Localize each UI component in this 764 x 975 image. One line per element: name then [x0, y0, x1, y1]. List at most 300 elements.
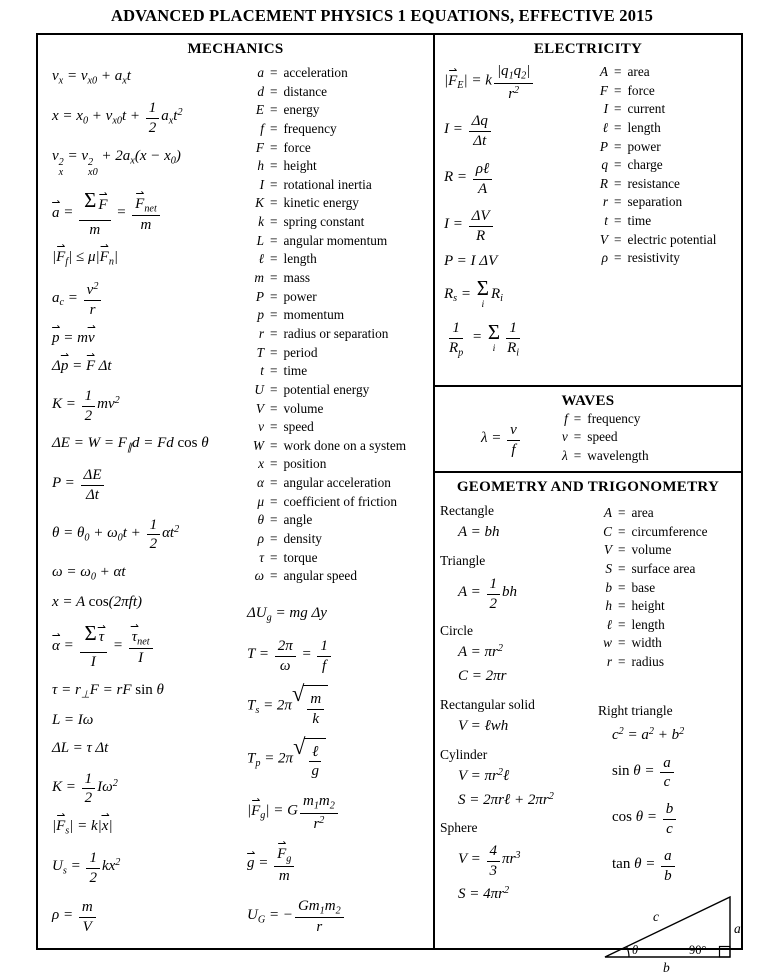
symbol: m	[254, 270, 264, 286]
symbol: h	[605, 598, 612, 614]
label-right-angle: 90°	[689, 943, 707, 958]
mechanics-symbol-list	[244, 65, 433, 587]
equals-sign: =	[573, 410, 582, 426]
label-c: c	[653, 909, 659, 925]
equation: α ⇀ = Σ τ ⇀ I = $\frac{\tau ⇀_{net}}{I}$	[52, 621, 244, 671]
shape-equation-list	[440, 767, 595, 810]
shape-name: Cylinder	[440, 746, 488, 762]
symbol-definition: length	[283, 251, 317, 267]
symbol: t	[604, 213, 608, 229]
symbol: F	[255, 139, 264, 155]
equals-sign: =	[270, 102, 278, 118]
equation: S = 2πrℓ + $2\pi r^2$	[458, 790, 554, 808]
electricity-symbol-list	[592, 58, 716, 385]
symbol-definition-row	[244, 345, 433, 364]
symbol-definition-row	[592, 101, 716, 120]
waves-symbol-list	[552, 411, 649, 467]
symbol-definition-row	[244, 550, 433, 569]
equation: v 2 x = v 2 x0 + $2a_x(x - x_0)$	[52, 147, 181, 179]
symbol: V	[255, 400, 264, 416]
right-triangle-diagram	[603, 891, 743, 975]
equation: $T_s = 2\pi$ √ $\frac{m}{k}$	[247, 685, 433, 728]
symbol: P	[255, 288, 264, 304]
symbol-definition: volume	[631, 542, 672, 558]
equals-sign: =	[614, 119, 622, 135]
symbol-definition: area	[631, 505, 654, 520]
equation: $\theta = \theta_0 + \omega_0t$ + $\frac{1}{2}$ $\alpha t^2$	[52, 514, 244, 554]
symbol-definition-row	[244, 475, 433, 494]
symbol: x	[258, 456, 264, 472]
symbol: P	[599, 138, 608, 154]
equals-sign: =	[614, 138, 622, 154]
symbol: b	[605, 579, 612, 595]
symbol-definition-row	[592, 176, 716, 195]
symbol-definition-row	[598, 598, 743, 617]
symbol-definition: coefficient of friction	[283, 493, 397, 509]
symbol-definition-row	[244, 233, 433, 252]
equals-sign: =	[270, 344, 278, 360]
symbol-definition: kinetic energy	[283, 195, 359, 211]
symbol: U	[254, 381, 264, 397]
symbol: λ	[562, 447, 568, 463]
equation: $V = \pi r^2\ell$	[458, 766, 510, 784]
equation: tan θ = $\frac{a}{b}$	[612, 845, 743, 885]
shape-equation-list	[440, 717, 595, 736]
right-triangle-group	[598, 703, 743, 975]
symbol-definition: mass	[283, 270, 311, 286]
equation: $U_G$ = − $\frac{Gm_1m_2}{r}$	[247, 895, 433, 936]
symbol: t	[260, 363, 264, 379]
shape-equation-list	[440, 643, 595, 686]
shape-group	[440, 623, 595, 686]
equals-sign: =	[618, 560, 626, 576]
equation: x = A cos(2πft)	[52, 594, 142, 611]
symbol-definition: height	[283, 158, 317, 174]
mechanics-title: MECHANICS	[187, 41, 284, 57]
symbol-definition: base	[631, 579, 656, 595]
symbol-definition-row	[244, 65, 433, 84]
shape-group	[440, 747, 595, 810]
symbol-definition-row	[244, 121, 433, 140]
equation: $R_s$ = Σ i $R_i$	[444, 276, 504, 310]
right-column	[435, 35, 741, 975]
symbol-definition: torque	[283, 549, 318, 565]
equals-sign: =	[573, 429, 582, 445]
equals-sign: =	[270, 437, 278, 453]
symbol-definition-row	[244, 270, 433, 289]
label-a: a	[734, 921, 741, 937]
symbol-definition: time	[283, 363, 308, 379]
symbol-definition: angle	[283, 512, 313, 528]
geometry-symbol-list	[598, 505, 743, 673]
equation: Δp ⇀ = F ⇀ Δt	[52, 357, 244, 376]
equals-sign: =	[270, 549, 278, 565]
symbol: h	[257, 158, 264, 174]
symbol-definition: radius or separation	[283, 325, 389, 341]
equation: $\frac{1}{R_p}$ = Σ i $\frac{1}{R_i}$	[444, 317, 592, 358]
symbol-definition-row	[244, 102, 433, 121]
right-triangle-label: Right triangle	[598, 702, 673, 718]
right-angle-marker	[720, 947, 731, 958]
symbol-definition-row	[598, 542, 743, 561]
symbol: V	[603, 542, 612, 558]
symbol-definition-row	[592, 64, 716, 83]
equals-sign: =	[614, 194, 622, 210]
equals-sign: =	[618, 598, 626, 614]
symbol-definition: charge	[627, 157, 663, 173]
symbol-definition-row	[592, 232, 716, 251]
symbol-definition: surface area	[631, 560, 696, 576]
symbol-definition-row	[244, 382, 433, 401]
symbol-definition: power	[627, 138, 661, 154]
symbol-definition: speed	[587, 429, 618, 445]
symbol-definition: position	[283, 456, 327, 472]
equals-sign: =	[270, 419, 278, 435]
equation: P = $\frac{\Delta E}{\Delta t}$	[52, 464, 244, 504]
symbol: f	[260, 120, 264, 136]
symbol-definition-row	[244, 419, 433, 438]
symbol: ℓ	[602, 119, 608, 135]
equals-sign: =	[270, 493, 278, 509]
equals-sign: =	[270, 176, 278, 192]
shape-name: Rectangular solid	[440, 696, 535, 712]
symbol-definition-row	[244, 456, 433, 475]
symbol: F	[599, 82, 608, 98]
symbol: ℓ	[258, 251, 264, 267]
symbol: I	[603, 101, 608, 117]
shape-name: Circle	[440, 623, 473, 639]
equation: $\Delta E = W = F_\parallel d = Fd$ cos θ	[52, 435, 209, 454]
symbol: α	[257, 475, 264, 491]
label-theta: θ	[632, 943, 639, 958]
symbol: v	[258, 419, 264, 435]
symbol-definition-row	[244, 158, 433, 177]
equals-sign: =	[614, 82, 622, 98]
symbol-definition: height	[631, 598, 665, 614]
symbol-definition: speed	[283, 419, 314, 435]
symbol: r	[258, 325, 264, 341]
geometry-shape-list	[435, 496, 595, 975]
mechanics-body	[38, 58, 433, 948]
equals-sign: =	[270, 195, 278, 211]
geometry-right-column	[595, 496, 743, 975]
symbol: ρ	[257, 531, 264, 547]
symbol-definition-row	[598, 580, 743, 599]
equals-sign: =	[270, 83, 278, 99]
equals-sign: =	[270, 512, 278, 528]
equals-sign: =	[270, 270, 278, 286]
equation: |F $⇀_f| \le \mu|F$ $⇀_n|$	[52, 248, 244, 269]
symbol-definition-row	[592, 120, 716, 139]
symbol-definition: energy	[283, 102, 320, 118]
equation: I = $\frac{\Delta V}{R}$	[444, 205, 592, 245]
symbol-definition-row	[244, 401, 433, 420]
symbol: μ	[257, 493, 264, 509]
equation: $a_c$ = $\frac{v^2}{r}$	[52, 278, 244, 319]
equals-sign: =	[270, 214, 278, 230]
symbol-definition: distance	[283, 83, 328, 99]
symbol-definition-row	[244, 326, 433, 345]
equation: $\omega = \omega_0 + \alpha t$	[52, 563, 126, 582]
symbol: V	[599, 231, 608, 247]
symbol: L	[256, 232, 264, 248]
symbol-definition: frequency	[587, 410, 641, 426]
equals-sign: =	[618, 635, 626, 651]
equals-sign: =	[270, 456, 278, 472]
label-b: b	[663, 960, 670, 975]
equals-sign: =	[270, 251, 278, 267]
symbol-definition: spring constant	[283, 214, 365, 230]
equals-sign: =	[270, 158, 278, 174]
symbol: A	[603, 505, 612, 520]
equals-sign: =	[270, 307, 278, 323]
equation: |F $⇀_g| = G$ $\frac{m_1m_2}{r^2}$	[247, 790, 433, 833]
equation: $A = \pi r^2$	[458, 643, 503, 661]
equation: |F $⇀_s| = k|x$ ⇀|	[52, 817, 244, 838]
symbol-definition-row	[244, 177, 433, 196]
equation: V = ℓwh	[458, 717, 509, 734]
symbol-definition: volume	[283, 400, 324, 416]
equals-sign: =	[270, 475, 278, 491]
symbol-definition: period	[283, 344, 318, 360]
symbol: E	[255, 102, 264, 118]
geometry-body	[435, 496, 741, 975]
symbol: r	[606, 654, 612, 670]
shape-equation-list	[440, 523, 595, 542]
symbol-definition-row	[244, 568, 433, 587]
symbol-definition: power	[283, 288, 317, 304]
symbol-definition: work done on a system	[283, 437, 407, 453]
symbol-definition-row	[598, 505, 743, 524]
sheet-border	[36, 33, 743, 975]
equals-sign: =	[270, 363, 278, 379]
triangle-outline	[605, 897, 730, 957]
symbol-definition: potential energy	[283, 381, 370, 397]
equals-sign: =	[270, 531, 278, 547]
symbol: q	[601, 157, 608, 173]
equals-sign: =	[270, 400, 278, 416]
symbol: S	[605, 560, 612, 576]
equals-sign: =	[270, 232, 278, 248]
equals-sign: =	[270, 381, 278, 397]
equation: cos θ = $\frac{b}{c}$	[612, 798, 743, 838]
symbol-definition-row	[244, 214, 433, 233]
equals-sign: =	[614, 213, 622, 229]
symbol-definition: force	[283, 139, 311, 155]
equation: A = bh	[458, 524, 500, 540]
mechanics-extra-equation-list	[244, 587, 433, 948]
equals-sign: =	[270, 325, 278, 341]
equation: $S = 4\pi r^2$	[458, 884, 510, 903]
equation: $T_p = 2\pi$ √ $\frac{\text{ℓ}}{g}$	[247, 738, 433, 781]
symbol-definition-row	[244, 512, 433, 531]
symbol: R	[599, 175, 608, 191]
symbol-definition-row	[244, 251, 433, 270]
equals-sign: =	[614, 231, 622, 247]
equals-sign: =	[270, 568, 278, 584]
symbol-definition: momentum	[283, 307, 345, 323]
symbol-definition: density	[283, 531, 322, 547]
symbol-definition-row	[592, 250, 716, 269]
symbol-definition: wavelength	[587, 447, 649, 463]
symbol-definition: resistivity	[627, 250, 680, 266]
symbol-definition-row	[598, 635, 743, 654]
equation: $\tau = r_\perp F$ = rF sin θ	[52, 681, 164, 700]
equation: K = $\frac{1}{2}$ $mv^2$	[52, 385, 244, 425]
equation: ΔL = τ Δt	[52, 740, 109, 757]
equals-sign: =	[270, 139, 278, 155]
equation: C = 2πr	[458, 668, 507, 685]
symbol: k	[258, 214, 264, 230]
equation: A = $\frac{1}{2}$ bh	[458, 573, 595, 613]
symbol: ω	[254, 568, 264, 584]
symbol: A	[599, 64, 608, 79]
symbol-definition: angular speed	[283, 568, 357, 584]
electricity-body	[435, 58, 741, 385]
shape-name: Triangle	[440, 552, 486, 568]
symbol-definition-row	[552, 411, 649, 430]
equals-sign: =	[614, 101, 622, 117]
theta-arc	[627, 947, 629, 957]
symbol-definition-row	[244, 84, 433, 103]
equation: λ = $\frac{v}{f}$	[481, 419, 522, 459]
symbol-definition: force	[627, 82, 655, 98]
equals-sign: =	[618, 654, 626, 670]
equation: $U_s$ = $\frac{1}{2}$ $kx^2$	[52, 847, 244, 887]
equals-sign: =	[618, 542, 626, 558]
right-triangle-equation-list	[598, 726, 743, 885]
symbol-definition: angular acceleration	[283, 475, 391, 491]
symbol-definition-row	[592, 213, 716, 232]
equals-sign: =	[614, 157, 622, 173]
symbol-definition-row	[592, 157, 716, 176]
symbol-definition-row	[552, 448, 649, 467]
equation: p ⇀ = mv ⇀	[52, 329, 244, 348]
electricity-title: ELECTRICITY	[533, 41, 643, 57]
symbol-definition: electric potential	[627, 231, 717, 247]
page-title: ADVANCED PLACEMENT PHYSICS 1 EQUATIONS, EFFECTIVE 2015	[110, 6, 654, 25]
equation: R = $\frac{\text{ρℓ}}{A}$	[444, 158, 592, 198]
electricity-equation-list	[435, 58, 592, 385]
equals-sign: =	[270, 65, 278, 80]
section-geometry	[435, 473, 741, 975]
equation: I = $\frac{\Delta q}{\Delta t}$	[444, 110, 592, 150]
equals-sign: =	[618, 579, 626, 595]
symbol: θ	[257, 512, 264, 528]
symbol-definition-row	[244, 195, 433, 214]
symbol-definition: circumference	[631, 523, 708, 539]
equation: $\Delta U_g$ = mg Δy	[247, 604, 327, 624]
section-electricity	[435, 35, 741, 387]
symbol-definition: current	[627, 101, 666, 117]
equation: V = $\frac{4}{3}$ $\pi r^3$	[458, 840, 595, 880]
symbol: a	[257, 65, 264, 80]
equation: sin θ = $\frac{a}{c}$	[612, 752, 743, 792]
equals-sign: =	[618, 505, 626, 520]
symbol-definition-row	[244, 438, 433, 457]
symbol-definition-row	[244, 531, 433, 550]
geometry-title: GEOMETRY AND TRIGONOMETRY	[456, 479, 720, 495]
equals-sign: =	[270, 120, 278, 136]
mechanics-equation-list	[38, 58, 244, 948]
symbol-definition: resistance	[627, 175, 680, 191]
shape-group	[440, 553, 595, 613]
symbol-definition-row	[598, 654, 743, 673]
symbol-definition-row	[244, 363, 433, 382]
symbol-definition: radius	[631, 654, 664, 670]
symbol-definition: length	[627, 119, 661, 135]
symbol: K	[255, 195, 264, 211]
symbol-definition: separation	[627, 194, 683, 210]
shape-name: Rectangle	[440, 503, 494, 518]
symbol-definition: angular momentum	[283, 232, 388, 248]
symbol-definition-row	[592, 139, 716, 158]
equals-sign: =	[618, 616, 626, 632]
symbol: r	[602, 194, 608, 210]
mechanics-right-column	[244, 58, 433, 948]
symbol-definition-row	[598, 524, 743, 543]
shape-group	[440, 503, 595, 542]
equation: P = I ΔV	[444, 253, 498, 270]
symbol-definition-row	[244, 140, 433, 159]
equation: a ⇀ = Σ F ⇀ m = $\frac{F ⇀_{net}}{m}$	[52, 188, 244, 238]
equation: ρ = $\frac{m}{V}$	[52, 896, 244, 936]
symbol-definition-row	[244, 307, 433, 326]
shape-equation-list	[440, 573, 595, 613]
section-mechanics	[38, 35, 435, 948]
symbol: C	[603, 523, 612, 539]
equals-sign: =	[270, 288, 278, 304]
symbol-definition-row	[598, 617, 743, 636]
equation: T = $\frac{2\pi}{\omega}$ = $\frac{1}{f}$	[247, 635, 433, 675]
symbol: v	[561, 429, 568, 445]
symbol-definition: time	[627, 213, 652, 229]
equation: g ⇀ = $\frac{F ⇀_g}{m}$	[247, 843, 433, 884]
shape-group	[440, 820, 595, 903]
symbol-definition: rotational inertia	[283, 176, 372, 192]
symbol-definition-row	[244, 289, 433, 308]
equals-sign: =	[614, 250, 622, 266]
equation: $x = x_0 + v_{x0}t$ + $\frac{1}{2}$ $a_xt^2$	[52, 97, 244, 137]
equation: K = $\frac{1}{2}$ $I\omega^2$	[52, 768, 244, 808]
symbol: f	[564, 410, 568, 426]
symbol-definition: acceleration	[283, 65, 348, 80]
symbol-definition: area	[627, 64, 650, 79]
waves-title: WAVES	[561, 393, 615, 409]
shape-group	[440, 697, 595, 736]
symbol-definition-row	[552, 429, 649, 448]
equals-sign: =	[618, 523, 626, 539]
symbol: ρ	[601, 250, 608, 266]
symbol-definition-row	[592, 83, 716, 102]
symbol: ℓ	[606, 616, 612, 632]
shape-name: Sphere	[440, 820, 478, 836]
symbol-definition: frequency	[283, 120, 337, 136]
waves-body	[435, 410, 741, 471]
symbol: W	[252, 437, 264, 453]
equals-sign: =	[573, 447, 582, 463]
symbol-definition: length	[631, 616, 665, 632]
equation: L = Iω	[52, 712, 94, 729]
symbol: I	[259, 176, 264, 192]
symbol-definition-row	[598, 561, 743, 580]
equation: |F $⇀_E| = k$ $\frac{|q_1q_2|}{r^2}$	[444, 60, 592, 103]
equation: $v_x = v_{x0} + a_xt$	[52, 68, 131, 87]
symbol-definition-row	[592, 194, 716, 213]
symbol: τ	[259, 549, 264, 565]
section-waves	[435, 387, 741, 473]
symbol: w	[603, 635, 612, 651]
